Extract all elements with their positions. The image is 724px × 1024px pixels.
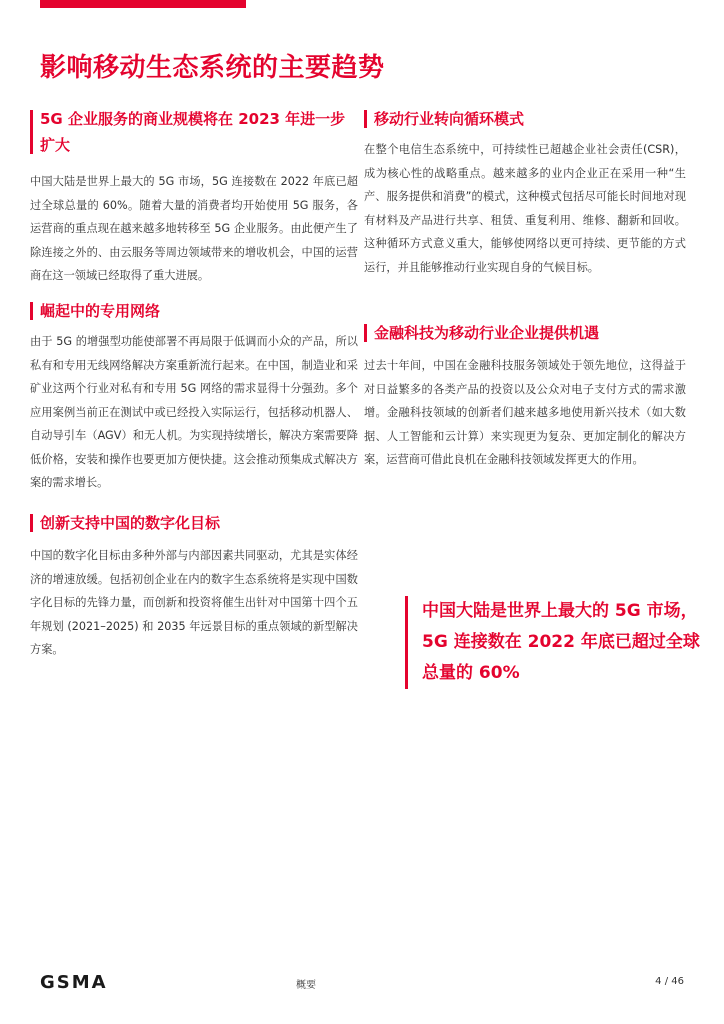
section-heading: 移动行业转向循环模式 (364, 106, 686, 132)
top-accent-bar (40, 0, 246, 8)
page-title: 影响移动生态系统的主要趋势 (40, 53, 385, 83)
section-heading: 5G 企业服务的商业规模将在 2023 年进一步扩大 (30, 106, 358, 158)
section-private-networks (30, 298, 358, 495)
section-body: 中国大陆是世界上最大的 5G 市场，5G 连接数在 2022 年底已超过全球总量的 60%。随着大量的消费者均开始使用 5G 服务，各运营商的重点现在越来越多地转移至 5G 企业服务。由此便产生了除连接之外的、由云服务等周边领域带来的增收机会，中国的运营商在这一领域已经取得了重大进展。 (30, 175, 358, 282)
section-fintech-opportunity (364, 320, 686, 472)
section-heading: 崛起中的专用网络 (30, 298, 358, 324)
section-circular-model (364, 106, 686, 279)
section-5g-enterprise (30, 106, 358, 288)
pull-quote-text: 中国大陆是世界上最大的 5G 市场，5G 连接数在 2022 年底已超过全球总量的 60% (422, 601, 700, 683)
section-body: 中国的数字化目标由多种外部与内部因素共同驱动，尤其是实体经济的增速放缓。包括初创企业在内的数字生态系统将是实现中国数字化目标的先锋力量，而创新和投资将催生出针对中国第十四个五年规划 (2021–2025) 和 2035 年远景目标的重点领域的新型解决方案。 (30, 549, 358, 656)
footer-section-label: 概要 (296, 980, 316, 991)
gsma-logo: GSMA (40, 972, 108, 993)
page-number: 4 / 46 (655, 976, 684, 987)
section-innovation-digital-goals (30, 510, 358, 662)
section-body: 过去十年间，中国在金融科技服务领域处于领先地位，这得益于对日益繁多的各类产品的投资以及公众对电子支付方式的需求激增。金融科技领域的创新者们越来越多地使用新兴技术（如大数据、人工智能和云计算）来实现更为复杂、更加定制化的解决方案，运营商可借此良机在金融科技领域发挥更大的作用。 (364, 359, 686, 466)
section-body: 由于 5G 的增强型功能使部署不再局限于低调而小众的产品，所以私有和专用无线网络解决方案重新流行起来。在中国，制造业和采矿业这两个行业对私有和专用 5G 网络的需求显得十分强劲。多个应用案例当前正在测试中或已经投入实际运行，包括移动机器人、自动导引车（AGV）和无人机。为实现持续增长，解决方案需要降低价格，安装和操作也要更加方便快捷。这会推动预集成式解决方案的需求增长。 (30, 335, 358, 489)
section-heading: 金融科技为移动行业企业提供机遇 (364, 320, 686, 346)
section-body: 在整个电信生态系统中，可持续性已超越企业社会责任(CSR)，成为核心性的战略重点。越来越多的业内企业正在采用一种“生产、服务提供和消费”的模式，这种模式包括尽可能长时间地对现有材料及产品进行共享、租赁、重复利用、维修、翻新和回收。这种循环方式意义重大，能够使网络以更可持续、更节能的方式运行，并且能够推动行业实现自身的气候目标。 (364, 143, 686, 274)
section-heading: 创新支持中国的数字化目标 (30, 510, 358, 536)
pull-quote (405, 596, 712, 689)
